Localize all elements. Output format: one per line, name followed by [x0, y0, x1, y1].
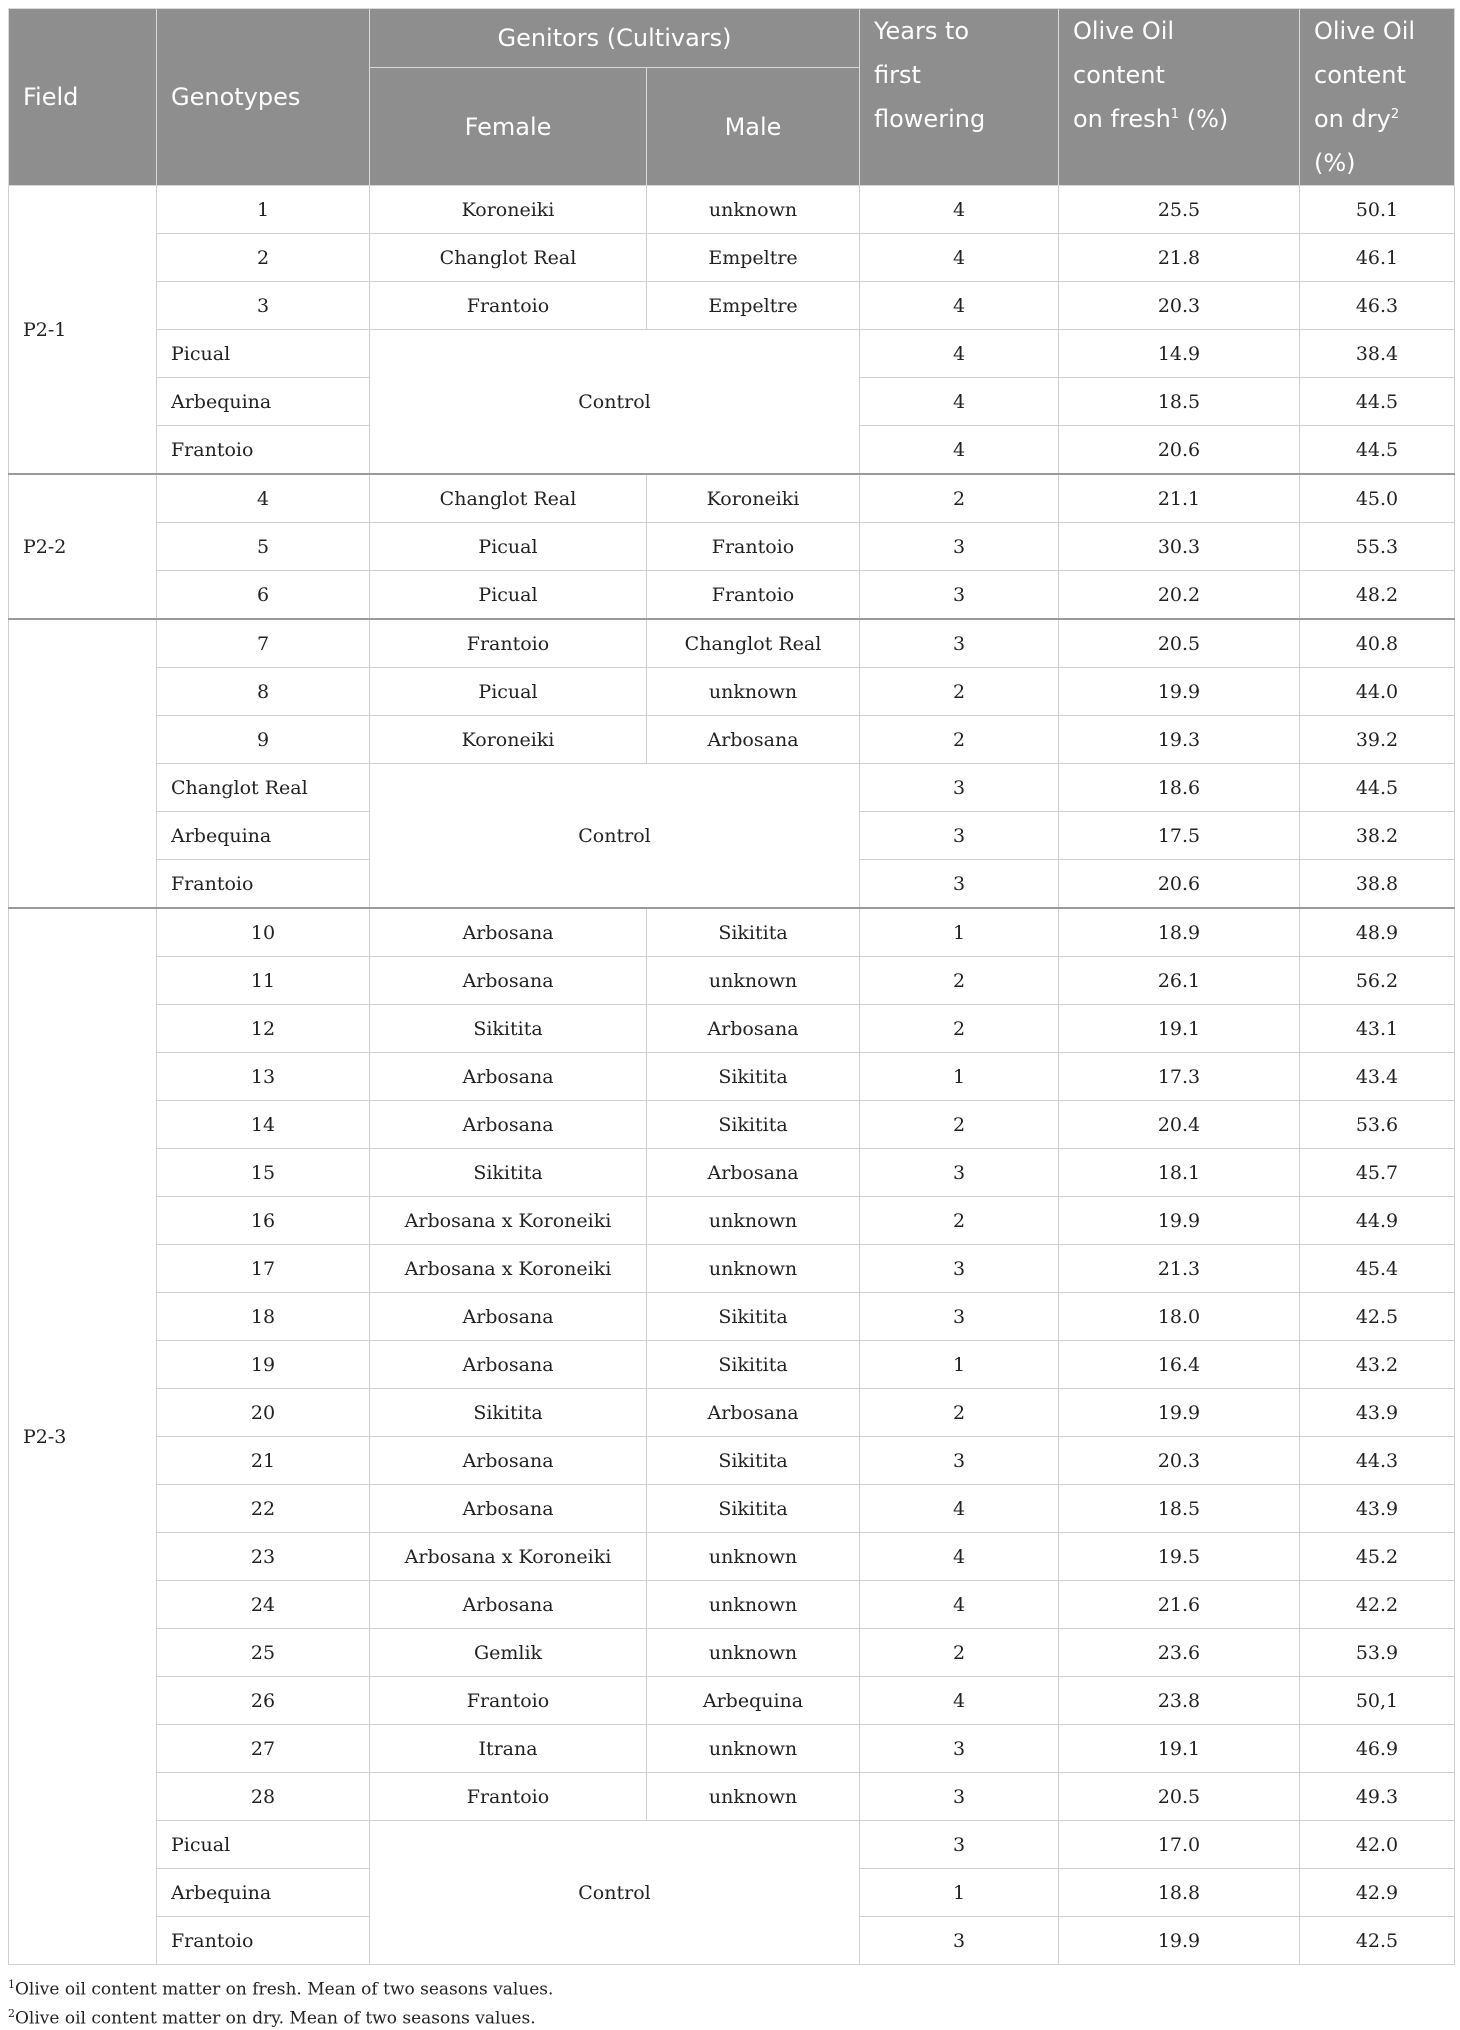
cell-male: Sikitita — [647, 1053, 860, 1101]
cell-years: 2 — [860, 1389, 1059, 1437]
cell-male: Sikitita — [647, 1437, 860, 1485]
cell-fresh: 18.5 — [1059, 1485, 1300, 1533]
cell-fresh: 18.0 — [1059, 1293, 1300, 1341]
cell-years: 3 — [860, 1725, 1059, 1773]
cell-female: Sikitita — [370, 1149, 647, 1197]
cell-dry: 43.9 — [1300, 1485, 1455, 1533]
cell-dry: 53.9 — [1300, 1629, 1455, 1677]
cell-dry: 44.3 — [1300, 1437, 1455, 1485]
cell-control: Control — [370, 1821, 860, 1965]
cell-genotype: 1 — [157, 186, 370, 234]
table-row — [9, 1341, 1455, 1389]
cell-fresh: 16.4 — [1059, 1341, 1300, 1389]
cell-fresh: 19.5 — [1059, 1533, 1300, 1581]
cell-fresh: 19.1 — [1059, 1005, 1300, 1053]
cell-dry: 42.2 — [1300, 1581, 1455, 1629]
cell-field: P2-3 — [9, 908, 157, 1965]
cell-genotype: 2 — [157, 234, 370, 282]
cell-dry: 43.2 — [1300, 1341, 1455, 1389]
header-dry-line-1: Olive Oil — [1314, 17, 1416, 45]
cell-female: Arbosana x Koroneiki — [370, 1245, 647, 1293]
cell-dry: 40.8 — [1300, 619, 1455, 668]
cell-female: Sikitita — [370, 1005, 647, 1053]
cell-male: Arbequina — [647, 1677, 860, 1725]
cell-male: unknown — [647, 1629, 860, 1677]
cell-dry: 44.5 — [1300, 378, 1455, 426]
cell-field: P2-2 — [9, 474, 157, 619]
cell-fresh: 20.3 — [1059, 1437, 1300, 1485]
cell-male: unknown — [647, 186, 860, 234]
header-oil-fresh — [1059, 9, 1300, 186]
cell-fresh: 19.3 — [1059, 716, 1300, 764]
cell-dry: 38.8 — [1300, 860, 1455, 909]
cell-male: Arbosana — [647, 1389, 860, 1437]
cell-genotype: 13 — [157, 1053, 370, 1101]
table-row — [9, 1581, 1455, 1629]
cell-genotype: 10 — [157, 908, 370, 957]
cell-genotype: 17 — [157, 1245, 370, 1293]
cell-male: Arbosana — [647, 1005, 860, 1053]
cell-fresh: 20.4 — [1059, 1101, 1300, 1149]
header-genotypes: Genotypes — [157, 9, 370, 186]
cell-years: 3 — [860, 1773, 1059, 1821]
cell-male: Frantoio — [647, 523, 860, 571]
cell-genotype: Frantoio — [157, 860, 370, 909]
cell-years: 2 — [860, 668, 1059, 716]
cell-fresh: 19.9 — [1059, 1917, 1300, 1965]
cell-years: 4 — [860, 186, 1059, 234]
cell-female: Arbosana — [370, 1293, 647, 1341]
cell-genotype: 25 — [157, 1629, 370, 1677]
cell-fresh: 18.8 — [1059, 1869, 1300, 1917]
header-years-line-3: flowering — [874, 105, 986, 133]
cell-genotype: 11 — [157, 957, 370, 1005]
table-row — [9, 668, 1455, 716]
table-row — [9, 619, 1455, 668]
table-body — [9, 186, 1455, 1965]
table-row — [9, 282, 1455, 330]
cell-fresh: 19.9 — [1059, 1197, 1300, 1245]
cell-years: 4 — [860, 378, 1059, 426]
cell-male: unknown — [647, 957, 860, 1005]
cell-genotype: Frantoio — [157, 1917, 370, 1965]
cell-genotype: 9 — [157, 716, 370, 764]
table-row — [9, 571, 1455, 620]
cell-years: 4 — [860, 330, 1059, 378]
cell-fresh: 19.9 — [1059, 1389, 1300, 1437]
cell-fresh: 18.6 — [1059, 764, 1300, 812]
cell-years: 4 — [860, 426, 1059, 475]
header-field: Field — [9, 9, 157, 186]
cell-years: 3 — [860, 1437, 1059, 1485]
cell-dry: 43.9 — [1300, 1389, 1455, 1437]
cell-dry: 46.3 — [1300, 282, 1455, 330]
cell-female: Arbosana — [370, 908, 647, 957]
table-row — [9, 1533, 1455, 1581]
cell-male: Sikitita — [647, 1293, 860, 1341]
cell-dry: 48.2 — [1300, 571, 1455, 620]
cell-fresh: 26.1 — [1059, 957, 1300, 1005]
cell-male: Sikitita — [647, 908, 860, 957]
cell-years: 3 — [860, 1917, 1059, 1965]
header-years-line-1: Years to — [874, 17, 970, 45]
cell-genotype: 15 — [157, 1149, 370, 1197]
table-row — [9, 1293, 1455, 1341]
cell-dry: 42.5 — [1300, 1917, 1455, 1965]
cell-female: Arbosana — [370, 1581, 647, 1629]
table-row — [9, 1485, 1455, 1533]
table-row — [9, 1197, 1455, 1245]
table-row — [9, 908, 1455, 957]
cell-years: 3 — [860, 1821, 1059, 1869]
table-row — [9, 764, 1455, 812]
cell-dry: 45.4 — [1300, 1245, 1455, 1293]
cell-dry: 45.7 — [1300, 1149, 1455, 1197]
cell-female: Sikitita — [370, 1389, 647, 1437]
header-years-line-2: first — [874, 61, 921, 89]
table-row — [9, 1725, 1455, 1773]
table-row — [9, 330, 1455, 378]
cell-fresh: 20.2 — [1059, 571, 1300, 620]
cell-female: Picual — [370, 668, 647, 716]
cell-female: Changlot Real — [370, 474, 647, 523]
table-row — [9, 1677, 1455, 1725]
cell-dry: 44.5 — [1300, 426, 1455, 475]
cell-female: Arbosana — [370, 1053, 647, 1101]
cell-fresh: 20.3 — [1059, 282, 1300, 330]
cell-genotype: 7 — [157, 619, 370, 668]
cell-female: Koroneiki — [370, 716, 647, 764]
cell-fresh: 17.3 — [1059, 1053, 1300, 1101]
cell-genotype: 18 — [157, 1293, 370, 1341]
cell-years: 2 — [860, 1005, 1059, 1053]
table-row — [9, 1773, 1455, 1821]
cell-female: Gemlik — [370, 1629, 647, 1677]
table-row — [9, 234, 1455, 282]
cell-male: Changlot Real — [647, 619, 860, 668]
cell-male: unknown — [647, 1725, 860, 1773]
table-row — [9, 1437, 1455, 1485]
cell-fresh: 18.5 — [1059, 378, 1300, 426]
cell-years: 3 — [860, 860, 1059, 909]
cell-years: 4 — [860, 1533, 1059, 1581]
header-genitors: Genitors (Cultivars) — [370, 9, 860, 68]
cell-fresh: 25.5 — [1059, 186, 1300, 234]
table-container — [8, 8, 1454, 2030]
cell-years: 3 — [860, 1245, 1059, 1293]
cell-male: Empeltre — [647, 282, 860, 330]
cell-years: 4 — [860, 234, 1059, 282]
table-row — [9, 1389, 1455, 1437]
cell-dry: 44.9 — [1300, 1197, 1455, 1245]
cell-genotype: 27 — [157, 1725, 370, 1773]
cell-dry: 42.5 — [1300, 1293, 1455, 1341]
header-dry-line-2: content — [1314, 61, 1406, 89]
cell-genotype: 5 — [157, 523, 370, 571]
cell-female: Arbosana — [370, 1101, 647, 1149]
cell-years: 1 — [860, 1053, 1059, 1101]
footnote-1: $^1$Olive oil content matter on fresh. Mean of two seasons values. — [8, 1978, 554, 2000]
cell-dry: 44.0 — [1300, 668, 1455, 716]
cell-fresh: 14.9 — [1059, 330, 1300, 378]
cell-years: 2 — [860, 716, 1059, 764]
cell-male: Arbosana — [647, 716, 860, 764]
cell-genotype: 23 — [157, 1533, 370, 1581]
header-years-to-first-flowering — [860, 9, 1059, 186]
cell-female: Arbosana — [370, 1341, 647, 1389]
table-row — [9, 1629, 1455, 1677]
table-row — [9, 1821, 1455, 1869]
cell-years: 3 — [860, 571, 1059, 620]
table-row — [9, 523, 1455, 571]
table-row — [9, 1053, 1455, 1101]
cell-genotype: 19 — [157, 1341, 370, 1389]
table-row — [9, 716, 1455, 764]
cell-dry: 44.5 — [1300, 764, 1455, 812]
cell-male: unknown — [647, 1581, 860, 1629]
cell-dry: 56.2 — [1300, 957, 1455, 1005]
cell-fresh: 21.8 — [1059, 234, 1300, 282]
cell-genotype: 28 — [157, 1773, 370, 1821]
table-row — [9, 1245, 1455, 1293]
cell-male: Sikitita — [647, 1485, 860, 1533]
cell-dry: 38.4 — [1300, 330, 1455, 378]
olive-oil-table — [8, 8, 1455, 1965]
cell-years: 2 — [860, 1101, 1059, 1149]
cell-dry: 46.1 — [1300, 234, 1455, 282]
cell-fresh: 18.9 — [1059, 908, 1300, 957]
cell-genotype: 26 — [157, 1677, 370, 1725]
cell-genotype: 22 — [157, 1485, 370, 1533]
cell-years: 3 — [860, 812, 1059, 860]
header-fresh-line-2: content — [1073, 61, 1165, 89]
cell-years: 4 — [860, 1677, 1059, 1725]
cell-years: 3 — [860, 1293, 1059, 1341]
cell-genotype: 21 — [157, 1437, 370, 1485]
cell-dry: 43.4 — [1300, 1053, 1455, 1101]
cell-female: Frantoio — [370, 282, 647, 330]
cell-field — [9, 619, 157, 908]
cell-female: Frantoio — [370, 1677, 647, 1725]
cell-genotype: 20 — [157, 1389, 370, 1437]
cell-years: 1 — [860, 1341, 1059, 1389]
cell-male: Empeltre — [647, 234, 860, 282]
cell-years: 3 — [860, 523, 1059, 571]
cell-male: unknown — [647, 1197, 860, 1245]
cell-genotype: 24 — [157, 1581, 370, 1629]
header-oil-dry — [1300, 9, 1455, 186]
cell-fresh: 20.5 — [1059, 619, 1300, 668]
cell-genotype: 16 — [157, 1197, 370, 1245]
cell-fresh: 21.6 — [1059, 1581, 1300, 1629]
table-row — [9, 1005, 1455, 1053]
cell-dry: 49.3 — [1300, 1773, 1455, 1821]
header-male: Male — [647, 68, 860, 186]
cell-male: unknown — [647, 1245, 860, 1293]
cell-genotype: Changlot Real — [157, 764, 370, 812]
cell-control: Control — [370, 330, 860, 475]
cell-female: Itrana — [370, 1725, 647, 1773]
cell-female: Arbosana — [370, 1485, 647, 1533]
cell-years: 2 — [860, 474, 1059, 523]
cell-male: Frantoio — [647, 571, 860, 620]
cell-fresh: 17.0 — [1059, 1821, 1300, 1869]
cell-female: Arbosana — [370, 957, 647, 1005]
header-female: Female — [370, 68, 647, 186]
cell-genotype: 6 — [157, 571, 370, 620]
cell-female: Picual — [370, 571, 647, 620]
cell-genotype: 3 — [157, 282, 370, 330]
cell-genotype: Picual — [157, 330, 370, 378]
cell-fresh: 18.1 — [1059, 1149, 1300, 1197]
table-row — [9, 957, 1455, 1005]
cell-dry: 46.9 — [1300, 1725, 1455, 1773]
cell-fresh: 19.9 — [1059, 668, 1300, 716]
cell-fresh: 20.6 — [1059, 860, 1300, 909]
cell-female: Koroneiki — [370, 186, 647, 234]
cell-years: 4 — [860, 282, 1059, 330]
cell-female: Arbosana x Koroneiki — [370, 1533, 647, 1581]
cell-genotype: 4 — [157, 474, 370, 523]
cell-dry: 55.3 — [1300, 523, 1455, 571]
cell-fresh: 21.1 — [1059, 474, 1300, 523]
header-dry-line-3: on dry$^2$ (%) — [1314, 105, 1400, 177]
cell-dry: 38.2 — [1300, 812, 1455, 860]
cell-years: 4 — [860, 1485, 1059, 1533]
cell-female: Arbosana x Koroneiki — [370, 1197, 647, 1245]
cell-dry: 50.1 — [1300, 186, 1455, 234]
cell-years: 2 — [860, 957, 1059, 1005]
header-fresh-line-1: Olive Oil — [1073, 17, 1175, 45]
cell-dry: 45.2 — [1300, 1533, 1455, 1581]
cell-male: Arbosana — [647, 1149, 860, 1197]
cell-genotype: Frantoio — [157, 426, 370, 475]
header-fresh-line-3: on fresh$^1$ (%) — [1073, 105, 1229, 133]
footnotes — [8, 1973, 1454, 2030]
table-row — [9, 1101, 1455, 1149]
cell-dry: 39.2 — [1300, 716, 1455, 764]
cell-male: Koroneiki — [647, 474, 860, 523]
cell-fresh: 23.6 — [1059, 1629, 1300, 1677]
cell-genotype: Picual — [157, 1821, 370, 1869]
cell-fresh: 23.8 — [1059, 1677, 1300, 1725]
cell-dry: 50,1 — [1300, 1677, 1455, 1725]
cell-fresh: 30.3 — [1059, 523, 1300, 571]
cell-genotype: 12 — [157, 1005, 370, 1053]
cell-fresh: 20.6 — [1059, 426, 1300, 475]
cell-dry: 53.6 — [1300, 1101, 1455, 1149]
table-row — [9, 1149, 1455, 1197]
cell-dry: 48.9 — [1300, 908, 1455, 957]
cell-female: Picual — [370, 523, 647, 571]
footnote-2: $^2$Olive oil content matter on dry. Mean of two seasons values. — [8, 2006, 536, 2029]
cell-years: 2 — [860, 1629, 1059, 1677]
cell-female: Arbosana — [370, 1437, 647, 1485]
cell-years: 4 — [860, 1581, 1059, 1629]
cell-female: Frantoio — [370, 1773, 647, 1821]
cell-years: 2 — [860, 1197, 1059, 1245]
cell-years: 1 — [860, 1869, 1059, 1917]
table-header — [9, 9, 1455, 186]
cell-years: 3 — [860, 619, 1059, 668]
cell-field: P2-1 — [9, 186, 157, 475]
cell-genotype: Arbequina — [157, 812, 370, 860]
cell-female: Changlot Real — [370, 234, 647, 282]
cell-years: 3 — [860, 1149, 1059, 1197]
cell-male: unknown — [647, 668, 860, 716]
cell-male: unknown — [647, 1533, 860, 1581]
cell-genotype: 14 — [157, 1101, 370, 1149]
cell-fresh: 17.5 — [1059, 812, 1300, 860]
cell-genotype: Arbequina — [157, 1869, 370, 1917]
cell-male: unknown — [647, 1773, 860, 1821]
cell-fresh: 21.3 — [1059, 1245, 1300, 1293]
cell-fresh: 20.5 — [1059, 1773, 1300, 1821]
cell-female: Frantoio — [370, 619, 647, 668]
table-row — [9, 474, 1455, 523]
cell-genotype: Arbequina — [157, 378, 370, 426]
cell-years: 1 — [860, 908, 1059, 957]
cell-control: Control — [370, 764, 860, 909]
cell-genotype: 8 — [157, 668, 370, 716]
cell-dry: 42.9 — [1300, 1869, 1455, 1917]
cell-dry: 43.1 — [1300, 1005, 1455, 1053]
cell-years: 3 — [860, 764, 1059, 812]
table-row — [9, 186, 1455, 234]
cell-dry: 42.0 — [1300, 1821, 1455, 1869]
cell-dry: 45.0 — [1300, 474, 1455, 523]
cell-fresh: 19.1 — [1059, 1725, 1300, 1773]
cell-male: Sikitita — [647, 1341, 860, 1389]
cell-male: Sikitita — [647, 1101, 860, 1149]
